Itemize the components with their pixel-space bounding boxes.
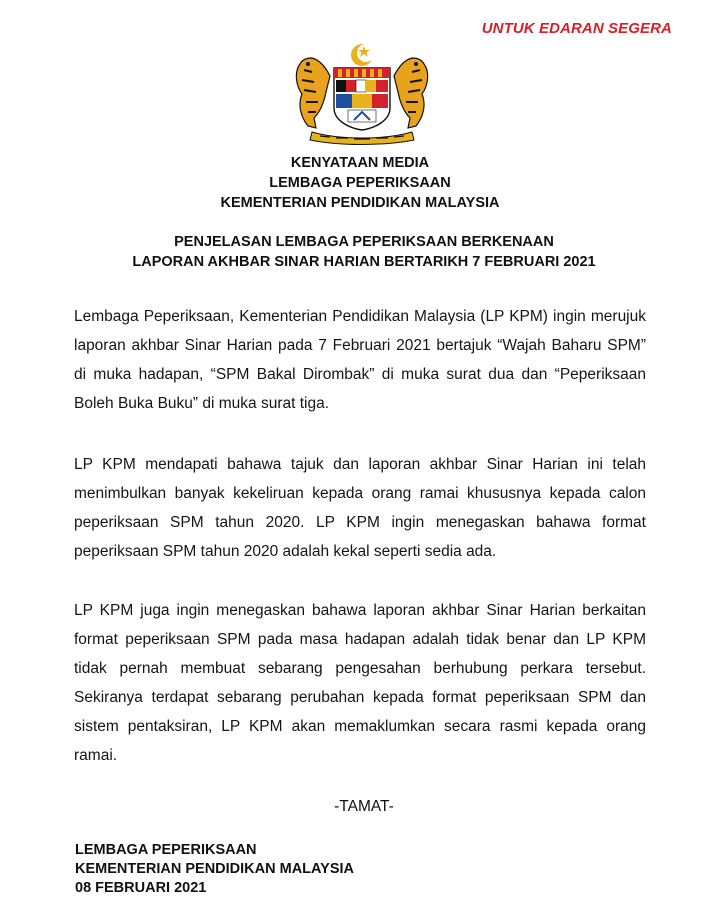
left-tiger-icon bbox=[296, 58, 330, 128]
signature-block bbox=[75, 841, 354, 898]
paragraph-3: LP KPM juga ingin menegaskan bahawa laporan akhbar Sinar Harian berkaitan format peperiksaan SPM pada masa hadapan adalah tidak benar dan LP KPM tidak pernah membuat sebarang pengesahan berhubung perkara tersebut. Sekiranya terdapat sebarang perubahan kepada format peperiksaan SPM dan sistem pentaksiran, LP KPM akan memaklumkan secara rasmi kepada orang ramai. bbox=[74, 602, 646, 764]
header-line-3: KEMENTERIAN PENDIDIKAN MALAYSIA bbox=[220, 195, 500, 211]
footer-date: 08 FEBRUARI 2021 bbox=[75, 880, 207, 896]
header-line-1: KENYATAAN MEDIA bbox=[290, 155, 430, 171]
media-statement-header bbox=[0, 153, 720, 213]
distribution-banner: UNTUK EDARAN SEGERA bbox=[481, 20, 672, 37]
footer-line-1: LEMBAGA PEPERIKSAAN bbox=[75, 842, 257, 858]
footer-line-2: KEMENTERIAN PENDIDIKAN MALAYSIA bbox=[75, 861, 355, 877]
subject-line-2: LAPORAN AKHBAR SINAR HARIAN BERTARIKH 7 FEBRUARI 2021 bbox=[132, 254, 596, 270]
closing-mark: -TAMAT- bbox=[334, 798, 394, 815]
subject-line-1: PENJELASAN LEMBAGA PEPERIKSAAN BERKENAAN bbox=[174, 234, 554, 250]
shield-icon bbox=[334, 68, 390, 130]
right-tiger-icon bbox=[394, 58, 428, 128]
motto-ribbon bbox=[310, 132, 414, 145]
paragraph-2: LP KPM mendapati bahawa tajuk dan laporan akhbar Sinar Harian ini telah menimbulkan banyak kekeliruan kepada orang ramai khususnya kepada calon peperiksaan SPM tahun 2020. LP KPM ingin menegaskan bahawa format peperiksaan SPM tahun 2020 adalah kekal seperti sedia ada. bbox=[74, 456, 646, 560]
statement-subject bbox=[4, 232, 720, 272]
malaysia-coat-of-arms-logo bbox=[290, 42, 434, 146]
header-line-2: LEMBAGA PEPERIKSAAN bbox=[269, 175, 451, 191]
crescent-star-icon bbox=[351, 44, 375, 66]
paragraph-1: Lembaga Peperiksaan, Kementerian Pendidikan Malaysia (LP KPM) ingin merujuk laporan akhbar Sinar Harian pada 7 Februari 2021 bertajuk “Wajah Baharu SPM” di muka hadapan, “SPM Bakal Dirombak” di muka surat dua dan “Peperiksaan Boleh Buka Buku” di muka surat tiga. bbox=[74, 308, 646, 412]
